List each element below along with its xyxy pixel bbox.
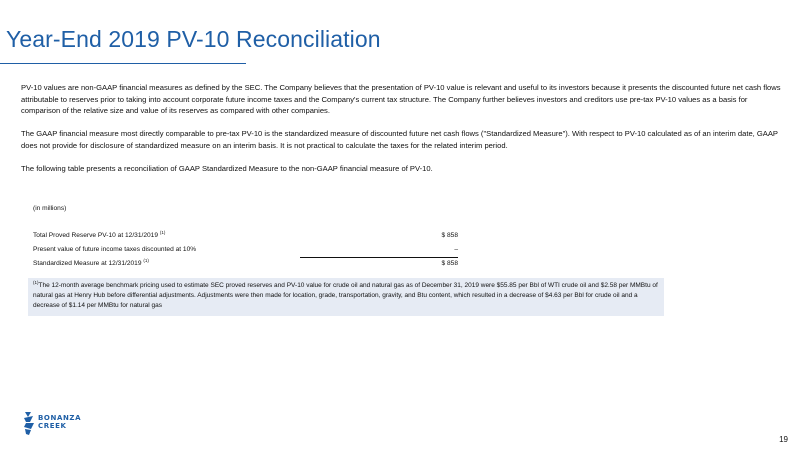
row-value: $ 858 xyxy=(441,232,458,239)
footnote-box xyxy=(28,278,664,316)
table-row xyxy=(33,257,458,270)
logo-wordmark: BONANZA CREEK xyxy=(38,414,82,430)
footnote-text: The 12-month average benchmark pricing used to estimate SEC proved reserves and PV-10 value for crude oil and natural gas as of December 31, 2019 were $55.85 per Bbl of WTI crude oil and $2.58 per MMBtu of natural gas at Henry Hub before differential adjustments. Adjustments were then made for location, grade, transportation, gravity, and Btu content, which resulted in a decrease of $4.63 per Bbl for crude oil and a decrease of $1.14 per MMBtu for natural gas xyxy=(33,282,658,309)
intro-text xyxy=(21,82,781,185)
row-label: Present value of future income taxes discounted at 10% xyxy=(33,246,197,253)
table-row xyxy=(33,246,458,256)
footnote-marker: (1) xyxy=(159,229,166,235)
sum-divider xyxy=(300,257,458,258)
page-title: Year-End 2019 PV-10 Reconciliation xyxy=(6,26,381,52)
row-value: $ 858 xyxy=(441,260,458,267)
footnote-marker: (1) xyxy=(143,257,149,263)
title-underline xyxy=(0,63,246,64)
table-row xyxy=(33,229,458,242)
row-label: Standardized Measure at 12/31/2019 $^{(1)}$ xyxy=(33,257,149,267)
table-unit-note: (in millions) xyxy=(33,205,67,212)
row-label: Total Proved Reserve PV-10 at 12/31/2019 $^{(1)}$ xyxy=(33,229,166,239)
footnote-marker: (1) xyxy=(33,279,39,285)
page-number: 19 xyxy=(779,435,788,444)
paragraph: The following table presents a reconciliation of GAAP Standardized Measure to the non-GAAP financial measure of PV-10. xyxy=(21,163,433,173)
row-value: – xyxy=(454,246,458,253)
bonanza-creek-logo xyxy=(22,410,82,436)
paragraph: The GAAP financial measure most directly comparable to pre-tax PV-10 is the standardized measure of discounted future net cash flows ("Standardized Measure"). With respect to PV-10 calculated as of an interim date, GAAP does not provide for disclosure of standardized measure on an interim basis. It is not practical to calculate the taxes for the related interim period. xyxy=(21,129,778,150)
paragraph: PV-10 values are non-GAAP financial measures as defined by the SEC. The Company believes that the presentation of PV-10 value is relevant and useful to its investors because it presents the discounted future net cash flows attributable to reserves prior to taking into account corporate future income taxes and the Company's current tax structure. The Company further believes investors and creditors use pre-tax PV-10 values as a basis for comparison of the relative size and value of its reserves as compared with other companies. xyxy=(21,83,781,116)
logo-mark-icon xyxy=(22,410,36,436)
